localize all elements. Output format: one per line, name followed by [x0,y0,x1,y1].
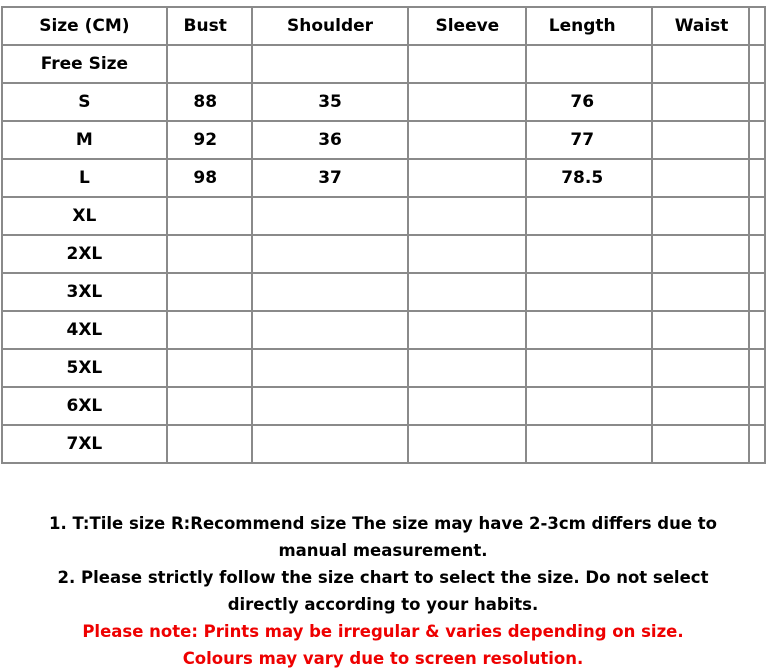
table-spacer-cell [749,425,765,463]
table-cell [408,121,526,159]
table-header-cell: Bust [167,7,252,45]
table-cell: 98 [167,159,252,197]
table-cell [167,45,252,83]
table-cell [652,387,749,425]
table-cell [652,45,749,83]
table-cell: 35 [252,83,409,121]
table-spacer-cell [749,311,765,349]
table-cell [652,235,749,273]
table-spacer-cell [749,273,765,311]
table-row [2,425,765,463]
table-cell [408,159,526,197]
table-cell [408,45,526,83]
table-cell [167,235,252,273]
table-header-cell: Length [526,7,652,45]
table-spacer-cell [749,159,765,197]
table-cell [408,83,526,121]
table-cell [252,311,409,349]
table-cell [252,273,409,311]
table-cell [408,235,526,273]
table-cell [526,273,652,311]
table-cell [167,425,252,463]
table-spacer-cell [749,83,765,121]
table-cell [252,349,409,387]
size-label-cell: 6XL [2,387,167,425]
table-header-row [2,7,765,45]
table-cell [252,45,409,83]
size-label-cell: 7XL [2,425,167,463]
table-cell [526,311,652,349]
table-spacer-cell [749,387,765,425]
table-cell: 36 [252,121,409,159]
table-cell [408,387,526,425]
size-label-cell: Free Size [2,45,167,83]
table-cell [526,387,652,425]
size-label-cell: S [2,83,167,121]
table-cell: 76 [526,83,652,121]
table-row [2,121,765,159]
table-cell: 92 [167,121,252,159]
table-cell [652,159,749,197]
note-manual-measurement: 1. T:Tile size R:Recommend size The size may have 2-3cm differs due to manual measurement. [49,514,717,560]
table-cell [408,349,526,387]
table-cell [408,311,526,349]
table-cell [408,425,526,463]
table-cell: 37 [252,159,409,197]
table-cell [252,425,409,463]
size-label-cell: 4XL [2,311,167,349]
size-label-cell: M [2,121,167,159]
size-label-cell: XL [2,197,167,235]
table-spacer-cell [749,349,765,387]
warning-colour-variation: Colours may vary due to screen resolution. [182,649,584,668]
table-header-cell: Waist [652,7,749,45]
table-spacer-cell [749,45,765,83]
table-cell: 88 [167,83,252,121]
table-row [2,349,765,387]
table-row [2,311,765,349]
table-cell [167,349,252,387]
table-cell: 78.5 [526,159,652,197]
table-cell: 77 [526,121,652,159]
table-row [2,273,765,311]
table-cell [526,235,652,273]
table-cell [526,45,652,83]
table-row [2,45,765,83]
table-cell [167,273,252,311]
size-label-cell: L [2,159,167,197]
table-row [2,83,765,121]
table-spacer-cell [749,235,765,273]
table-row [2,387,765,425]
table-header-cell: Shoulder [252,7,409,45]
table-cell [252,387,409,425]
table-header-cell: Sleeve [408,7,526,45]
table-row [2,235,765,273]
table-spacer-cell [749,121,765,159]
table-cell [167,311,252,349]
size-chart-table [1,6,766,464]
table-cell [652,311,749,349]
table-cell [167,197,252,235]
table-cell [652,197,749,235]
table-cell [167,387,252,425]
table-cell [408,197,526,235]
table-cell [252,235,409,273]
warning-prints-irregular: Please note: Prints may be irregular & varies depending on size. [82,622,684,641]
table-cell [526,349,652,387]
table-cell [652,349,749,387]
table-spacer-cell [749,197,765,235]
table-cell [408,273,526,311]
table-cell [252,197,409,235]
table-cell [652,121,749,159]
table-cell [652,425,749,463]
size-label-cell: 3XL [2,273,167,311]
size-notes [0,510,766,672]
size-label-cell: 5XL [2,349,167,387]
table-row [2,197,765,235]
table-header-cell: Size (CM) [2,7,167,45]
table-cell [526,425,652,463]
table-cell [652,273,749,311]
note-follow-size-chart: 2. Please strictly follow the size chart to select the size. Do not select directly according to your habits. [57,568,709,614]
size-label-cell: 2XL [2,235,167,273]
table-cell [652,83,749,121]
table-row [2,159,765,197]
table-cell [526,197,652,235]
table-spacer-cell [749,7,765,45]
